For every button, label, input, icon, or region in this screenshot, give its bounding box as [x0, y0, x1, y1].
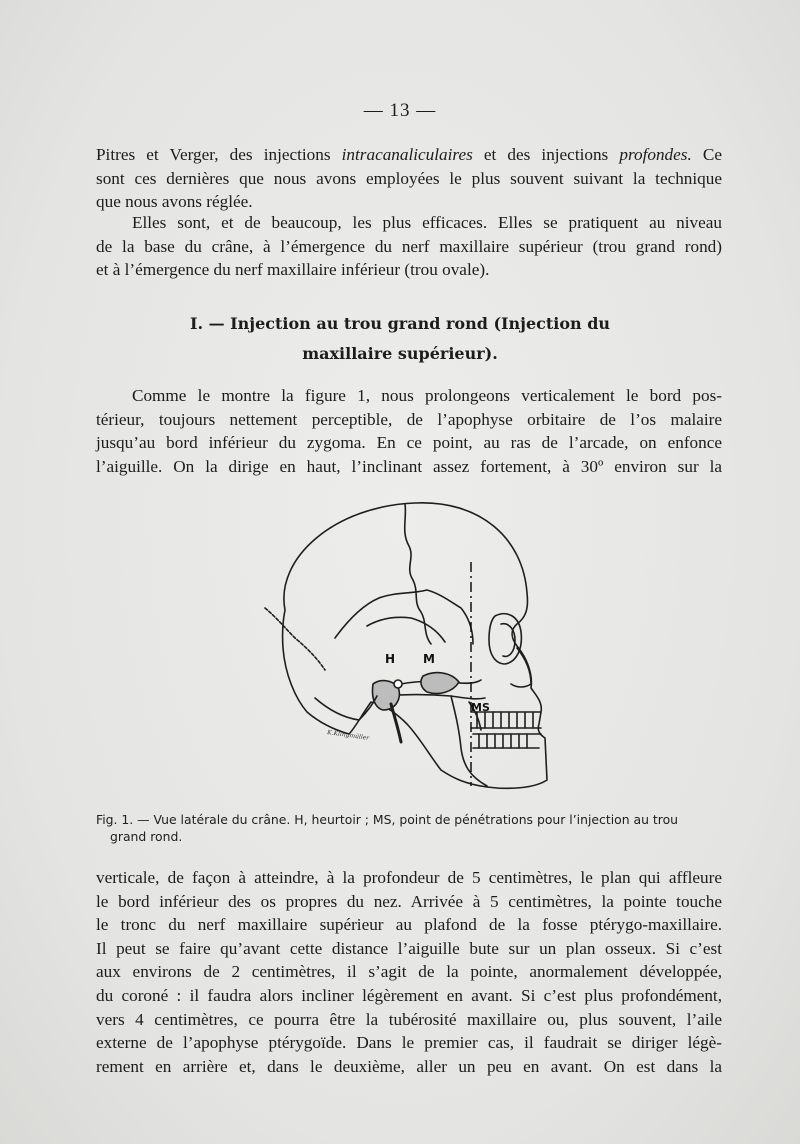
paragraph-line: Comme le montre la figure 1, nous prolongeons verticalement le bord pos-	[132, 386, 722, 405]
paragraph-line: sont ces dernières que nous avons employées le plus souvent suivant la technique	[96, 168, 722, 188]
caption-line: grand rond.	[110, 829, 183, 844]
paragraph-1	[96, 143, 722, 214]
skull-illustration	[255, 498, 555, 800]
paragraph-line: Elles sont, et de beaucoup, les plus efficaces. Elles se pratiquent au niveau	[132, 213, 722, 232]
paragraph-line: rement en arrière et, dans le deuxième, aller un peu en avant. On est dans la	[96, 1056, 722, 1076]
paragraph-2	[96, 211, 722, 282]
figure-label-ms: MS	[471, 701, 490, 714]
paragraph-line: térieur, toujours nettement perceptible, de l’apophyse orbitaire de l’os malaire	[96, 409, 722, 429]
skull-figure	[255, 498, 555, 800]
paragraph-line: aux environs de 2 centimètres, il s’agit de la pointe, anormalement développée,	[96, 962, 722, 982]
paragraph-line: et à l’émergence du nerf maxillaire inférieur (trou ovale).	[96, 260, 490, 280]
section-heading-line: I. — Injection au trou grand rond (Injection du	[189, 314, 611, 333]
figure-caption	[96, 811, 726, 845]
paragraph-line: jusqu’au bord inférieur du zygoma. En ce point, au ras de l’arcade, on enfonce	[96, 433, 722, 453]
paragraph-line: verticale, de façon à atteindre, à la profondeur de 5 centimètres, le plan qui affleure	[96, 868, 722, 887]
paragraph-line: que nous avons réglée.	[96, 192, 253, 212]
section-heading	[0, 311, 800, 367]
paragraph-line: Il peut se faire qu’avant cette distance l’aiguille bute sur un plan osseux. Si c’est	[96, 938, 722, 958]
paragraph-4	[96, 866, 722, 1078]
paragraph-line: Pitres et Verger, des injections intracanaliculaires et des injections profondes. Ce	[96, 145, 722, 164]
page-number: — 13 —	[363, 100, 437, 121]
paragraph-line: de la base du crâne, à l’émergence du nerf maxillaire supérieur (trou grand rond)	[96, 236, 722, 256]
paragraph-3	[96, 384, 722, 478]
paragraph-line: l’aiguille. On la dirige en haut, l’inclinant assez fortement, à 30º environ sur la	[96, 456, 722, 476]
figure-signature: K.Klingmüller	[326, 729, 370, 742]
section-heading-line: maxillaire supérieur).	[302, 344, 498, 363]
paragraph-line: du coroné : il faudra alors incliner légèrement en avant. Si c’est plus profondément,	[96, 985, 722, 1005]
paragraph-line: le bord inférieur des os propres du nez. Arrivée à 5 centimètres, la pointe touche	[96, 891, 722, 911]
paragraph-line: vers 4 centimètres, ce pourra être la tubérosité maxillaire ou, plus souvent, l’aile	[96, 1009, 722, 1029]
figure-label-h: H	[385, 652, 396, 666]
paragraph-line: le tronc du nerf maxillaire supérieur au plafond de la fosse ptérygo-maxillaire.	[96, 915, 722, 935]
paragraph-line: externe de l’apophyse ptérygoïde. Dans le premier cas, il faudrait se diriger légè-	[96, 1033, 722, 1053]
caption-line: Fig. 1. — Vue latérale du crâne. H, heurtoir ; MS, point de pénétrations pour l’injection au trou	[96, 812, 679, 827]
figure-label-m: M	[423, 652, 435, 666]
